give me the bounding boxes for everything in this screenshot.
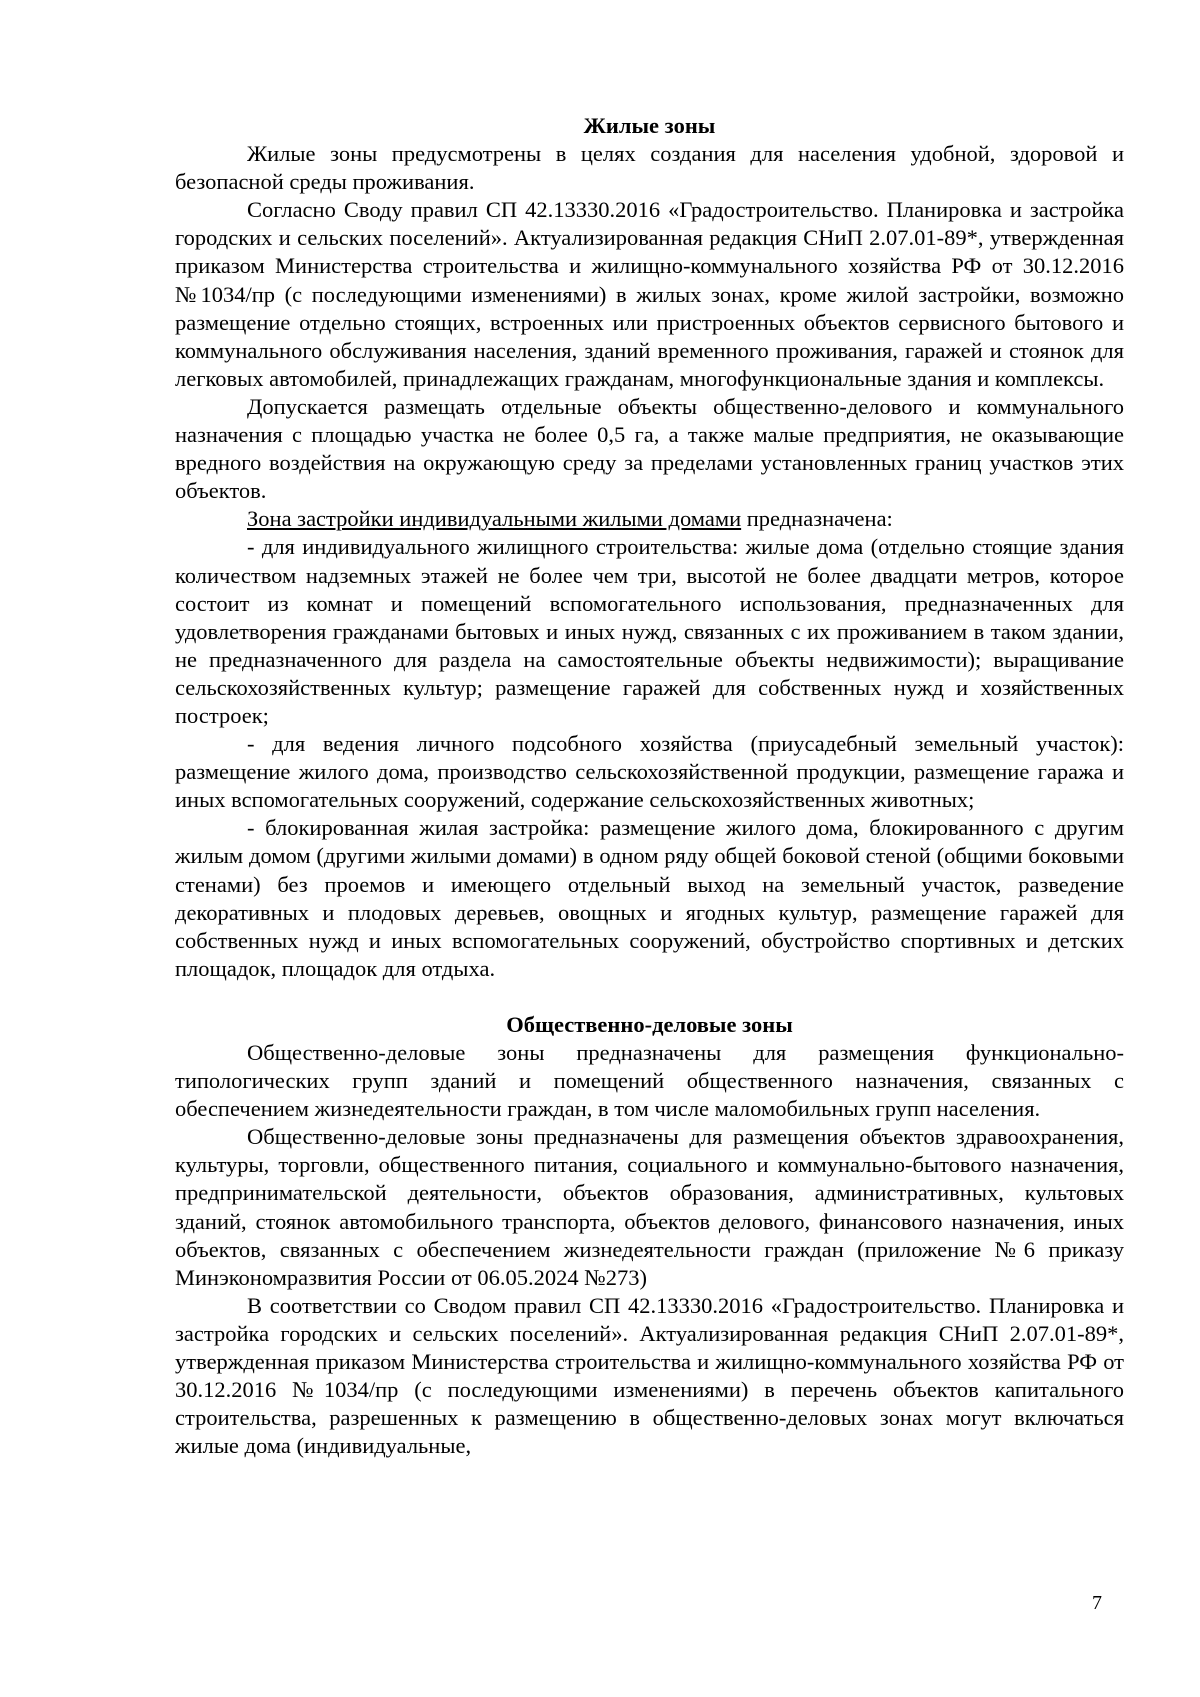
paragraph-zone-intro	[175, 505, 1124, 533]
document-page	[175, 112, 1124, 1460]
list-item: - для индивидуального жилищного строительства: жилые дома (отдельно стоящие здания количеством надземных этажей не более чем три, высотой не более двадцати метров, которое состоит из комнат и помещений вспомогательного использования, предназначенных для удовлетворения гражданами бытовых и иных нужд, связанных с их проживанием в таком здании, не предназначенного для раздела на самостоятельные объекты недвижимости); выращивание сельскохозяйственных культур; размещение гаражей для собственных нужд и хозяйственных построек;	[175, 534, 1124, 728]
section-title-public-business: Общественно-деловые зоны	[506, 1011, 793, 1037]
paragraph: В соответствии со Сводом правил СП 42.13330.2016 «Градостроительство. Планировка и застройка городских и сельских поселений». Актуализированная редакция СНиП 2.07.01-89*, утвержденная приказом Министерства строительства и жилищно-коммунального хозяйства РФ от 30.12.2016 №1034/пр (с последующими изменениями) в перечень объектов капитального строительства, разрешенных к размещению в общественно-деловых зонах могут включаться жилые дома (индивидуальные,	[175, 1292, 1124, 1459]
paragraph: Согласно Своду правил СП 42.13330.2016 «Градостроительство. Планировка и застройка городских и сельских поселений». Актуализированная редакция СНиП 2.07.01-89*, утвержденная приказом Министерства строительства и жилищно-коммунального хозяйства РФ от 30.12.2016 №1034/пр (с последующими изменениями) в жилых зонах, кроме жилой застройки, возможно размещение отдельно стоящих, встроенных или пристроенных объектов сервисного бытового и коммунального обслуживания населения, зданий временного проживания, гаражей и стоянок для легковых автомобилей, принадлежащих гражданам, многофункциональные здания и комплексы.	[175, 197, 1124, 391]
paragraph: Жилые зоны предусмотрены в целях создания для населения удобной, здоровой и безопасной среды проживания.	[175, 141, 1124, 195]
page-number: 7	[1092, 1592, 1102, 1614]
paragraph: Общественно-деловые зоны предназначены для размещения объектов здравоохранения, культуры, торговли, общественного питания, социального и коммунально-бытового назначения, предпринимательской деятельности, объектов образования, административных, культовых зданий, стоянок автомобильного транспорта, объектов делового, финансового назначения, иных объектов, связанных с обеспечением жизнедеятельности граждан (приложение №6 приказу Минэкономразвития России от 06.05.2024 №273)	[175, 1124, 1124, 1290]
paragraph: Допускается размещать отдельные объекты общественно-делового и коммунального назначения с площадью участка не более 0,5 га, а также малые предприятия, не оказывающие вредного воздействия на окружающую среду за пределами установленных границ участков этих объектов.	[175, 393, 1124, 504]
list-item: - блокированная жилая застройка: размещение жилого дома, блокированного с другим жилым домом (другими жилыми домами) в одном ряду общей боковой стеной (общими боковыми стенами) без проемов и имеющего отдельный выход на земельный участок, разведение декоративных и плодовых деревьев, овощных и ягодных культур, размещение гаражей для собственных нужд и иных вспомогательных сооружений, обустройство спортивных и детских площадок, площадок для отдыха.	[175, 815, 1124, 981]
paragraph: Общественно-деловые зоны предназначены для размещения функционально-типологических групп зданий и помещений общественного назначения, связанных с обеспечением жизнедеятельности граждан, в том числе маломобильных групп населения.	[175, 1040, 1124, 1122]
section-title-residential: Жилые зоны	[583, 113, 716, 138]
zone-intro-rest: предназначена:	[741, 506, 893, 532]
list-item: - для ведения личного подсобного хозяйства (приусадебный земельный участок): размещение жилого дома, производство сельскохозяйственной продукции, размещение гаража и иных вспомогательных сооружений, содержание сельскохозяйственных животных;	[175, 731, 1124, 813]
underlined-zone-name: Зона застройки индивидуальными жилыми домами	[247, 506, 742, 532]
